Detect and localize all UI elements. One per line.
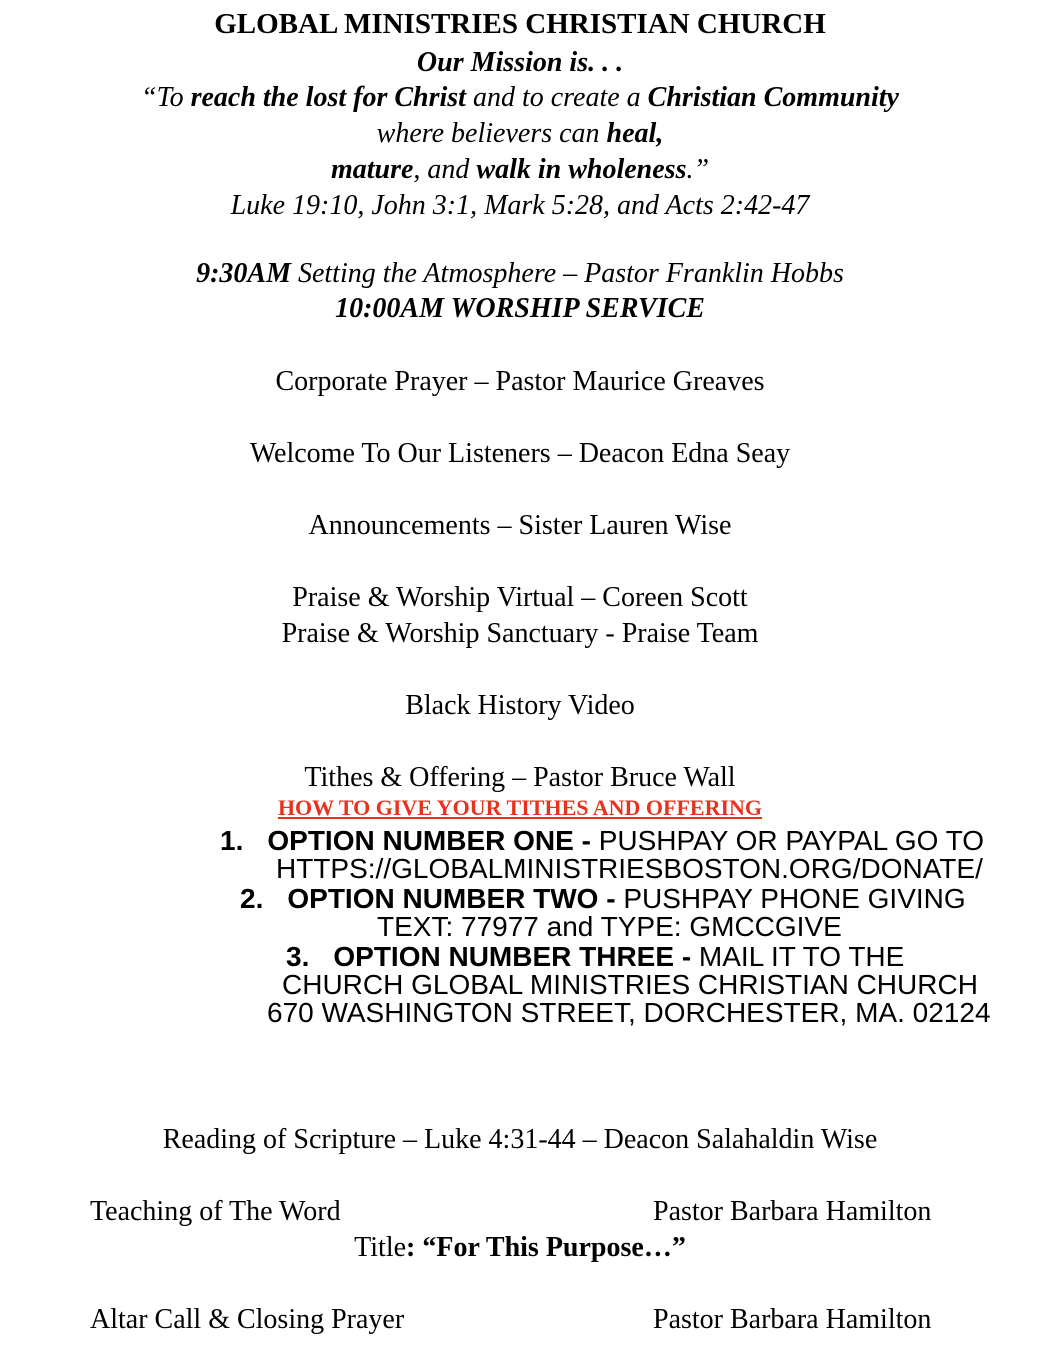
teaching-label: Teaching of The Word [90, 1196, 341, 1227]
altar-call-speaker: Pastor Barbara Hamilton [653, 1304, 932, 1335]
announcements: Announcements – Sister Lauren Wise [308, 510, 732, 541]
mission-quote-line-2: where believers can heal, [376, 118, 664, 149]
mission-quote-line-1: “To reach the lost for Christ and to create a Christian Community [141, 82, 899, 113]
praise-worship-sanctuary: Praise & Worship Sanctuary - Praise Team [281, 618, 759, 649]
giving-option-3-text: CHURCH GLOBAL MINISTRIES CHRISTIAN CHURCH [282, 969, 978, 1000]
scripture-references: Luke 19:10, John 3:1, Mark 5:28, and Acts 2:42-47 [230, 190, 810, 221]
giving-option-1-url[interactable]: HTTPS://GLOBALMINISTRIESBOSTON.ORG/DONATE/ [276, 853, 983, 884]
tithes-offering: Tithes & Offering – Pastor Bruce Wall [304, 762, 736, 793]
welcome-listeners: Welcome To Our Listeners – Deacon Edna Seay [249, 438, 791, 469]
giving-heading-link[interactable]: HOW TO GIVE YOUR TITHES AND OFFERING [277, 795, 763, 820]
giving-option-2-text: TEXT: 77977 and TYPE: GMCCGIVE [377, 911, 842, 942]
mission-label: Our Mission is. . . [416, 47, 624, 78]
giving-heading-row [0, 797, 1040, 819]
mission-quote-line-3: mature, and walk in wholeness.” [330, 154, 710, 185]
altar-call-label: Altar Call & Closing Prayer [90, 1304, 405, 1335]
scripture-reading: Reading of Scripture – Luke 4:31-44 – Deacon Salahaldin Wise [162, 1124, 878, 1155]
giving-option-3: 3. OPTION NUMBER THREE - MAIL IT TO THE [286, 941, 905, 972]
giving-option-2: 2. OPTION NUMBER TWO - PUSHPAY PHONE GIVING [240, 883, 966, 914]
worship-service-heading: 10:00AM WORSHIP SERVICE [335, 293, 705, 324]
teaching-speaker: Pastor Barbara Hamilton [653, 1196, 932, 1227]
church-name: GLOBAL MINISTRIES CHRISTIAN CHURCH [214, 8, 826, 40]
corporate-prayer: Corporate Prayer – Pastor Maurice Greaves [275, 366, 765, 397]
black-history-video: Black History Video [405, 690, 635, 721]
praise-worship-virtual: Praise & Worship Virtual – Coreen Scott [292, 582, 748, 613]
giving-option-1: 1. OPTION NUMBER ONE - PUSHPAY OR PAYPAL GO TO [220, 825, 985, 856]
atmosphere-line: 9:30AM Setting the Atmosphere – Pastor Franklin Hobbs [196, 258, 844, 289]
sermon-title: Title: “For This Purpose…” [354, 1232, 686, 1263]
giving-option-3-address: 670 WASHINGTON STREET, DORCHESTER, MA. 02124 [267, 997, 991, 1028]
